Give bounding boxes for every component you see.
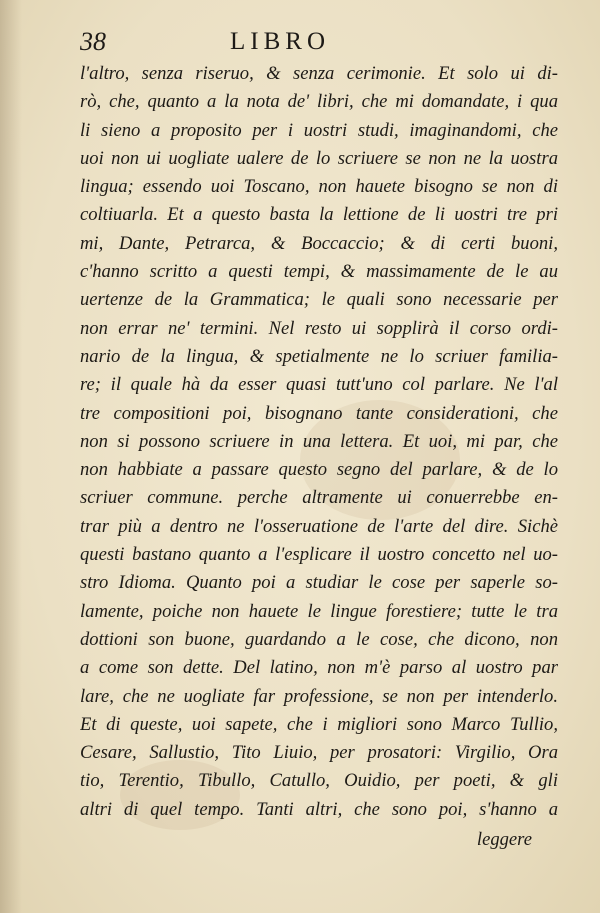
text-line: li sieno a proposito per i uostri studi, imaginandomi, che <box>80 119 558 141</box>
text-line: Cesare, Sallustio, Tito Liuio, per prosatori: Virgilio, Ora <box>80 742 558 764</box>
text-line: questi bastano quanto a l'esplicare il uostro concetto nel uo- <box>80 544 558 566</box>
text-line: lingua; essendo uoi Toscano, non hauete bisogno se non di <box>80 176 558 198</box>
text-line: uoi non ui uogliate ualere de lo scriuere se non ne la uostra <box>80 147 558 169</box>
text-line: scriuer commune. perche altramente ui conuerrebbe en- <box>80 487 558 509</box>
text-line: tio, Terentio, Tibullo, Catullo, Ouidio, per poeti, & gli <box>80 770 558 792</box>
text-line: l'altro, senza riseruo, & senza cerimonie. Et solo ui di- <box>80 63 558 84</box>
text-line: nario de la lingua, & spetialmente ne lo scriuer familia- <box>80 345 558 367</box>
text-line: uertenze de la Grammatica; le quali sono necessarie per <box>80 289 558 311</box>
text-line: altri di quel tempo. Tanti altri, che sono poi, s'hanno a <box>80 798 558 820</box>
catchword: leggere <box>476 829 532 850</box>
page-number: 38 <box>80 27 106 56</box>
text-line: rò, che, quanto a la nota de' libri, che mi domandate, i qua <box>80 91 558 113</box>
text-line: non habbiate a passare questo segno del parlare, & de lo <box>80 459 558 481</box>
body-text <box>80 60 558 824</box>
text-line: re; il quale hà da esser quasi tutt'uno col parlare. Ne l'al <box>80 374 558 396</box>
text-line: c'hanno scritto a questi tempi, & massimamente de le au <box>80 261 558 283</box>
text-line: non si possono scriuere in una lettera. Et uoi, mi par, che <box>80 430 558 452</box>
running-head: LIBRO <box>230 28 330 55</box>
page-header <box>80 24 540 60</box>
text-line: lare, che ne uogliate far professione, se non per intenderlo. <box>80 685 558 707</box>
text-line: dottioni son buone, guardando a le cose, che dicono, non <box>80 628 558 650</box>
text-line: tre compositioni poi, bisognano tante considerationi, che <box>80 402 558 424</box>
text-line: trar più a dentro ne l'osseruatione de l'arte del dire. Sichè <box>80 515 558 537</box>
binding-shadow <box>0 0 22 913</box>
text-line: mi, Dante, Petrarca, & Boccaccio; & di certi buoni, <box>80 232 558 254</box>
text-line: stro Idioma. Quanto poi a studiar le cose per saperle so- <box>80 572 558 594</box>
text-line: coltiuarla. Et a questo basta la lettione de li uostri tre pri <box>80 204 558 226</box>
text-line: lamente, poiche non hauete le lingue forestiere; tutte le tra <box>80 600 558 622</box>
text-line: a come son dette. Del latino, non m'è parso al uostro par <box>80 657 558 679</box>
text-line: non errar ne' termini. Nel resto ui sopplirà il corso ordi- <box>80 317 558 339</box>
text-line: Et di queste, uoi sapete, che i migliori sono Marco Tullio, <box>80 713 558 735</box>
